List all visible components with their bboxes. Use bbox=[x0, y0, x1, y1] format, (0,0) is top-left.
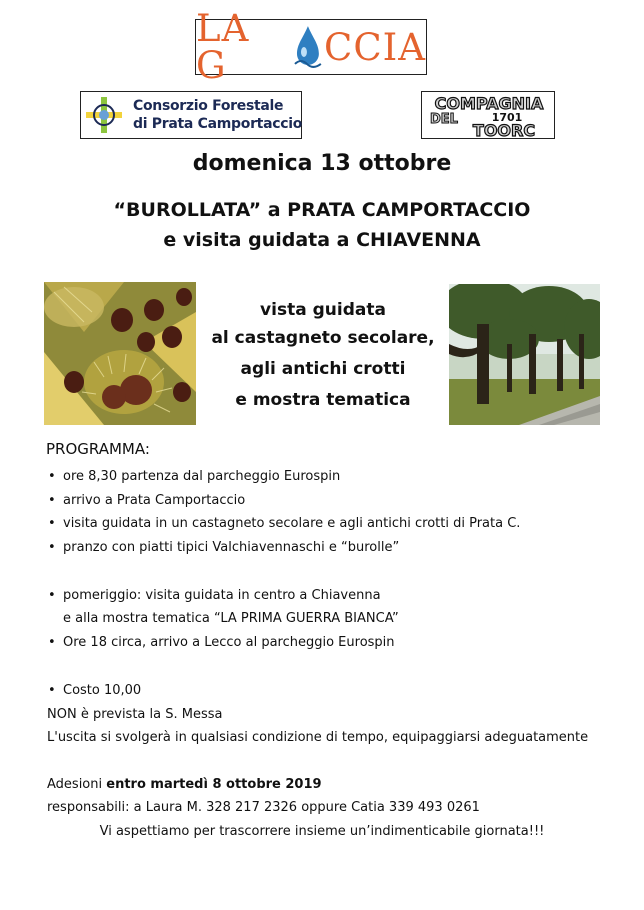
list-item: • pranzo con piatti tipici Valchiavennaschi e “burolle” bbox=[48, 540, 400, 555]
consorzio-line1: Consorzio Forestale bbox=[133, 98, 284, 114]
compagnia-year: 1701 bbox=[491, 111, 523, 124]
event-date: domenica 13 ottobre bbox=[192, 151, 452, 176]
event-title-line2: e visita guidata a CHIAVENNA bbox=[163, 229, 481, 251]
consorzio-forestale-logo bbox=[80, 91, 302, 139]
la-goccia-logo bbox=[195, 7, 427, 87]
cost-item: • Costo 10,00 bbox=[48, 683, 142, 698]
event-title-line1: “BUROLLATA” a PRATA CAMPORTACCIO bbox=[113, 199, 531, 221]
messa-note: NON è prevista la S. Messa bbox=[47, 707, 223, 722]
bullet-icon: • bbox=[48, 469, 56, 484]
highlight-line: al castagneto secolare, bbox=[211, 328, 435, 348]
list-item: • arrivo a Prata Camportaccio bbox=[48, 493, 246, 508]
bullet-icon: • bbox=[48, 516, 56, 531]
logo-text-end: CCIA bbox=[324, 25, 426, 69]
list-item: • visita guidata in un castagneto secolare e agli antichi crotti di Prata C. bbox=[48, 516, 521, 531]
compagnia-del-toorc-logo bbox=[421, 91, 555, 139]
list-item-continuation: e alla mostra tematica “LA PRIMA GUERRA BIANCA” bbox=[63, 611, 399, 626]
list-item: • ore 8,30 partenza dal parcheggio Eurospin bbox=[48, 469, 341, 484]
closing-line: Vi aspettiamo per trascorrere insieme un’indimenticabile giornata!!! bbox=[99, 824, 545, 839]
programma-heading: PROGRAMMA: bbox=[46, 440, 150, 458]
weather-note: L'uscita si svolgerà in qualsiasi condizione di tempo, equipaggiarsi adeguatamente bbox=[47, 730, 589, 745]
water-drop-icon bbox=[293, 24, 323, 70]
consorzio-line2: di Prata Camportaccio bbox=[133, 116, 303, 132]
chestnuts-photo bbox=[44, 282, 196, 425]
logo-text-start: LA G bbox=[196, 7, 250, 87]
compagnia-del: DEL bbox=[430, 112, 458, 127]
bullet-icon: • bbox=[48, 635, 56, 650]
bullet-icon: • bbox=[48, 683, 56, 698]
adesioni-deadline: entro martedì 8 ottobre 2019 bbox=[106, 777, 322, 792]
bullet-icon: • bbox=[48, 540, 56, 555]
highlight-line: vista guidata bbox=[260, 300, 386, 320]
bullet-icon: • bbox=[48, 588, 56, 603]
compagnia-line3: TOORC bbox=[472, 121, 536, 140]
bullet-icon: • bbox=[48, 493, 56, 508]
compagnia-line1: COMPAGNIA bbox=[434, 94, 544, 113]
highlight-line: agli antichi crotti bbox=[240, 359, 406, 379]
adesioni-line: Adesioni entro martedì 8 ottobre 2019 bbox=[47, 777, 322, 792]
chestnut-forest-photo bbox=[449, 284, 600, 425]
list-item: • pomeriggio: visita guidata in centro a Chiavenna bbox=[48, 588, 381, 603]
highlight-line: e mostra tematica bbox=[235, 390, 411, 410]
responsabili-line: responsabili: a Laura M. 328 217 2326 oppure Catia 339 493 0261 bbox=[47, 800, 480, 815]
consorzio-emblem-icon bbox=[86, 97, 122, 133]
list-item: • Ore 18 circa, arrivo a Lecco al parcheggio Eurospin bbox=[48, 635, 395, 650]
